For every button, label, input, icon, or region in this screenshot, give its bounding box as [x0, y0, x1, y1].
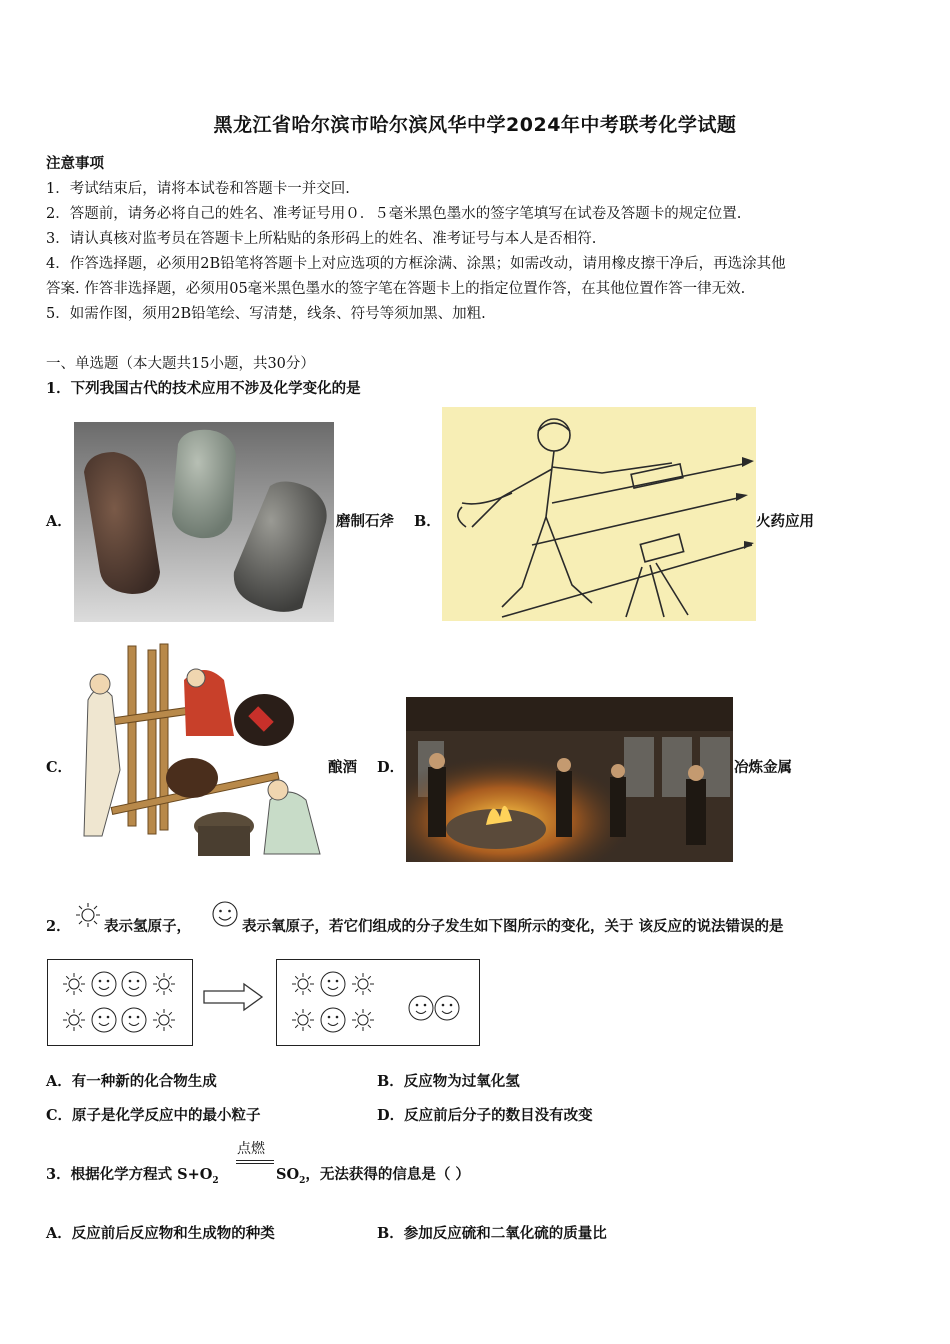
option-b-text: 反应物为过氧化氢	[403, 1073, 520, 1090]
reactants-box	[47, 959, 193, 1046]
oxygen-atom-icon	[122, 1008, 146, 1032]
option-b-text: 参加反应硫和二氧化硫的质量比	[403, 1225, 607, 1242]
option-b	[377, 1070, 520, 1091]
hydrogen-atom-icon	[63, 1009, 85, 1031]
wine-brewing-illustration	[74, 640, 330, 862]
option-c-text: 酿酒	[328, 759, 357, 776]
hydrogen-atom-icon	[352, 973, 374, 995]
reaction-arrow-icon	[202, 982, 266, 1012]
question-2-part2: 表示氧原子，若它们组成的分子发生如下图所示的变化，关于 该反应的说法错误的是	[242, 918, 784, 935]
equation-line-top	[236, 1160, 274, 1161]
option-b-letter: B．	[377, 1225, 404, 1242]
q3-option-a	[46, 1222, 275, 1243]
oxygen-atom-icon	[321, 972, 345, 996]
equation-line-bottom	[236, 1163, 274, 1164]
question-3-stem	[46, 1163, 219, 1186]
option-a-text: 反应前后反应物和生成物的种类	[71, 1225, 275, 1242]
option-a-letter: A．	[46, 1225, 72, 1242]
notice-heading: 注意事项	[46, 155, 104, 172]
hydrogen-atom-icon	[74, 902, 102, 928]
notice-item: 3．请认真核对监考员在答题卡上所粘贴的条形码上的姓名、准考证号与本人是否相符.	[46, 231, 597, 247]
option-b-text: 火药应用	[756, 513, 814, 530]
option-c	[46, 1104, 261, 1125]
gunpowder-illustration	[442, 407, 756, 621]
products-box	[276, 959, 480, 1046]
hydrogen-atom-icon	[153, 1009, 175, 1031]
equation-product: SO	[276, 1166, 300, 1183]
oxygen-atom-icon	[92, 1008, 116, 1032]
o2-subscript: 2	[212, 1175, 219, 1186]
notice-item: 1．考试结束后，请将本试卷和答题卡一并交回.	[46, 181, 350, 197]
option-b-letter: B．	[377, 1073, 404, 1090]
oxygen-atom-icon	[122, 972, 146, 996]
q3-option-b	[377, 1222, 607, 1243]
equation-reactants: 3．根据化学方程式 S+O	[46, 1166, 213, 1183]
option-c-letter: C．	[46, 759, 73, 776]
question-1-stem: 1．下列我国古代的技术应用不涉及化学变化的是	[46, 380, 361, 397]
notice-item: 答案. 作答非选择题，必须用05毫米黑色墨水的签字笔在答题卡上的指定位置作答，在其他位置作答一律无效.	[46, 281, 746, 297]
option-d-text: 反应前后分子的数目没有改变	[404, 1107, 593, 1124]
option-a-text: 磨制石斧	[336, 513, 394, 530]
notice-item: 4．作答选择题，必须用2B铅笔将答题卡上对应选项的方框涂满、涂黑；如需改动，请用橡皮擦干净后，再选涂其他	[46, 256, 786, 272]
option-a-letter: A．	[46, 1073, 72, 1090]
so2-subscript: 2	[299, 1175, 306, 1186]
hydrogen-atom-icon	[352, 1009, 374, 1031]
question-2-number: 2．	[46, 918, 71, 935]
option-a	[46, 1070, 217, 1091]
question-3-tail	[276, 1163, 470, 1186]
oxygen-atom-icon	[321, 1008, 345, 1032]
hydrogen-atom-icon	[63, 973, 85, 995]
option-d-letter: D．	[377, 759, 405, 776]
stone-axes-image	[74, 422, 334, 622]
notice-item: 2．答题前，请务必将自己的姓名、准考证号用０．５毫米黑色墨水的签字笔填写在试卷及答题卡的规定位置.	[46, 206, 742, 222]
option-c-letter: C．	[46, 1107, 73, 1124]
metal-smelting-photo	[406, 697, 733, 862]
section-heading: 一、单选题（本大题共15小题，共30分）	[46, 356, 315, 372]
page-title: 黑龙江省哈尔滨市哈尔滨风华中学2024年中考联考化学试题	[213, 114, 737, 136]
question-2-part1: 表示氢原子，	[104, 918, 191, 935]
option-d-text: 冶炼金属	[734, 759, 792, 776]
hydrogen-atom-icon	[292, 1009, 314, 1031]
hydrogen-atom-icon	[292, 973, 314, 995]
option-d-letter: D．	[377, 1107, 405, 1124]
option-b-letter: B．	[414, 513, 441, 530]
option-c-text: 原子是化学反应中的最小粒子	[72, 1107, 261, 1124]
oxygen-atom-icon	[210, 900, 240, 928]
oxygen-atom-icon	[409, 996, 433, 1020]
oxygen-atom-icon	[92, 972, 116, 996]
notice-item: 5．如需作图，须用2B铅笔绘、写清楚，线条、符号等须加黑、加粗.	[46, 306, 486, 322]
option-a-text: 有一种新的化合物生成	[71, 1073, 217, 1090]
stone-axe-2	[172, 430, 236, 538]
oxygen-atom-icon	[435, 996, 459, 1020]
reaction-condition: 点燃	[237, 1141, 265, 1157]
option-a-letter: A．	[46, 513, 72, 530]
option-d	[377, 1104, 593, 1125]
hydrogen-atom-icon	[153, 973, 175, 995]
question-3-suffix: ，无法获得的信息是（ ）	[305, 1166, 470, 1183]
